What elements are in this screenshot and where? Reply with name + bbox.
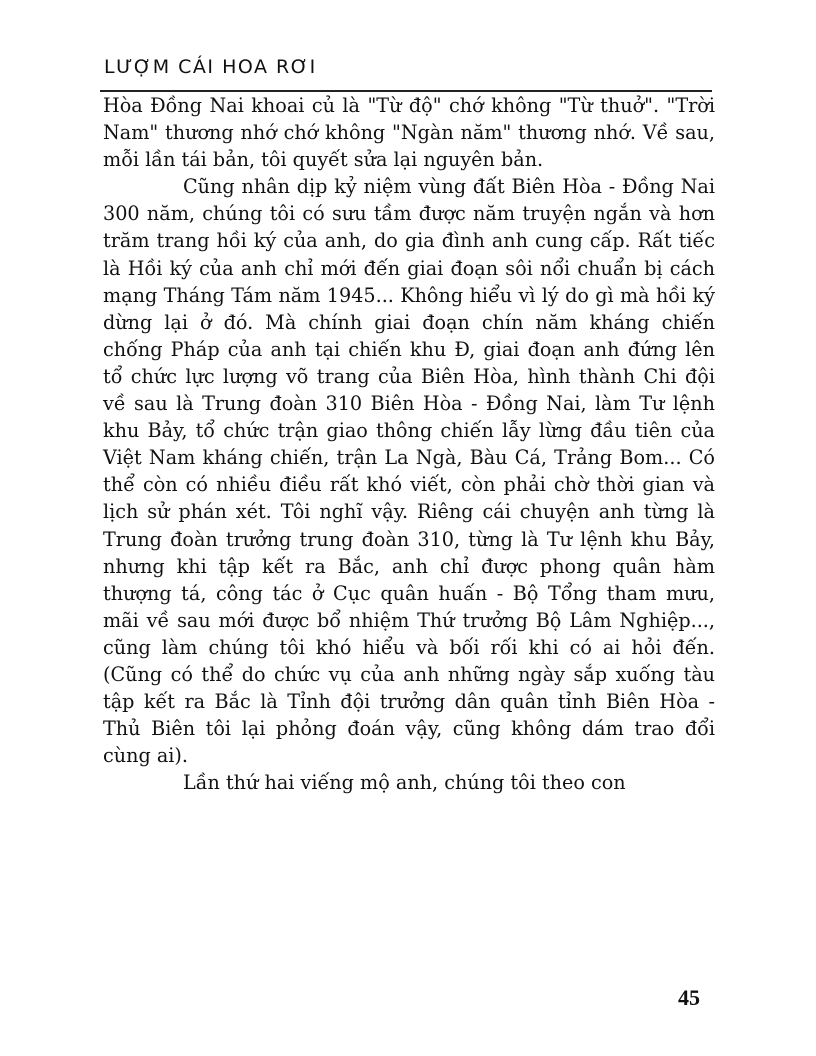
- page-number: 45: [678, 985, 700, 1010]
- running-header: LƯỢM CÁI HOA RƠI: [104, 56, 317, 78]
- paragraph-continuation: Hòa Đồng Nai khoai củ là "Từ độ" chớ không "Từ thuở". "Trời Nam" thương nhớ chớ không "Ngàn năm" thương nhớ. Về sau, mỗi lần tái bản, tôi quyết sửa lại nguyên bản.: [103, 94, 715, 172]
- paragraph-second-visit: Lần thứ hai viếng mộ anh, chúng tôi theo con: [183, 771, 626, 795]
- paragraph-memoir: Cũng nhân dịp kỷ niệm vùng đất Biên Hòa - Đồng Nai 300 năm, chúng tôi có sưu tầm được năm truyện ngắn và hơn trăm trang hồi ký của anh, do gia đình anh cung cấp. Rất tiếc là Hồi ký của anh chỉ mới đến giai đoạn sôi nổi chuẩn bị cách mạng Tháng Tám năm 1945... Không hiểu vì lý do gì mà hồi ký dừng lại ở đó. Mà chính giai đoạn chín năm kháng chiến chống Pháp của anh tại chiến khu Đ, giai đoạn anh đứng lên tổ chức lực lượng võ trang của Biên Hòa, hình thành Chi đội về sau là Trung đoàn 310 Biên Hòa - Đồng Nai, làm Tư lệnh khu Bảy, tổ chức trận giao thông chiến lẫy lừng đầu tiên của Việt Nam kháng chiến, trận La Ngà, Bàu Cá, Trảng Bom... Có thể còn có nhiều điều rất khó viết, còn phải chờ thời gian và lịch sử phán xét. Tôi nghĩ vậy. Riêng cái chuyện anh từng là Trung đoàn trưởng trung đoàn 310, từng là Tư lệnh khu Bảy, nhưng khi tập kết ra Bắc, anh chỉ được phong quân hàm thượng tá, công tác ở Cục quân huấn - Bộ Tổng tham mưu, mãi về sau mới được bổ nhiệm Thứ trưởng Bộ Lâm Nghiệp..., cũng làm chúng tôi khó hiểu và bối rối khi có ai hỏi đến. (Cũng có thể do chức vụ của anh những ngày sắp xuống tàu tập kết ra Bắc là Tỉnh đội trưởng dân quân tỉnh Biên Hòa - Thủ Biên tôi lại phỏng đoán vậy, cũng không dám trao đổi cùng ai).: [103, 175, 715, 768]
- body-text: [103, 92, 715, 796]
